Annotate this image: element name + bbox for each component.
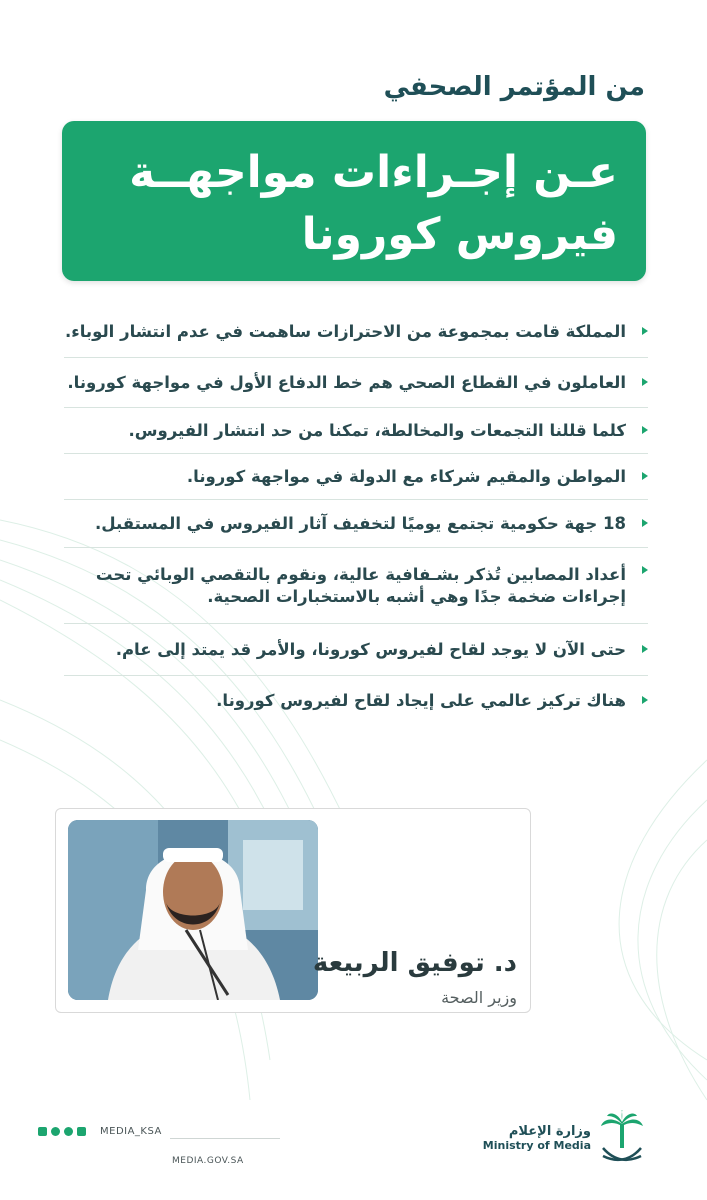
- social-links: [38, 1126, 162, 1137]
- list-item: [64, 624, 648, 676]
- list-item: [64, 454, 648, 500]
- bullet-text: حتى الآن لا يوجد لقاح لفيروس كورونا، والأمر قد يمتد إلى عام.: [115, 639, 626, 659]
- facebook-icon[interactable]: [64, 1127, 73, 1136]
- twitter-icon[interactable]: [38, 1127, 47, 1136]
- bullet-text: المواطن والمقيم شركاء مع الدولة في مواجهة كورونا.: [186, 466, 626, 486]
- bullet-arrow-icon: [642, 472, 648, 480]
- title-banner: [62, 121, 646, 281]
- ministry-logo: [483, 1110, 645, 1166]
- list-item: [64, 500, 648, 548]
- bullet-text: العاملون في القطاع الصحي هم خط الدفاع الأول في مواجهة كورونا.: [67, 372, 626, 392]
- title-line-1: عـن إجـراءات مواجهــة: [129, 147, 618, 198]
- ministry-name-english: Ministry of Media: [482, 1139, 591, 1152]
- bullet-list: [64, 306, 648, 726]
- speaker-role: وزير الصحة: [441, 988, 517, 1007]
- bullet-text: 18 جهة حكومية تجتمع يوميًا لتخفيف آثار الفيروس في المستقبل.: [94, 513, 626, 533]
- bullet-arrow-icon: [642, 645, 648, 653]
- list-item: [64, 358, 648, 408]
- bullet-text: أعداد المصابين تُذكر بشـفافية عالية، ونقوم بالتقصي الوبائي تحت إجراءات ضخمة جدًا وهي أشبه بالاستخبارات الصحية.: [95, 564, 626, 606]
- bullet-arrow-icon: [642, 378, 648, 386]
- pre-title: من المؤتمر الصحفي: [383, 72, 645, 102]
- bullet-text: هناك تركيز عالمي على إيجاد لقاح لفيروس كورونا.: [216, 691, 626, 710]
- list-item: [64, 548, 648, 624]
- bullet-arrow-icon: [642, 519, 648, 527]
- bullet-text: كلما قللنا التجمعات والمخالطة، تمكنا من حد انتشار الفيروس.: [128, 420, 626, 440]
- bullet-arrow-icon: [642, 327, 648, 335]
- bullet-arrow-icon: [642, 696, 648, 704]
- footer-url: MEDIA.GOV.SA: [172, 1156, 244, 1166]
- instagram-icon[interactable]: [51, 1127, 60, 1136]
- list-item: [64, 408, 648, 454]
- youtube-icon[interactable]: [77, 1127, 86, 1136]
- ministry-name-arabic: وزارة الإعلام: [508, 1124, 591, 1139]
- bullet-arrow-icon: [642, 566, 648, 574]
- list-item: [64, 676, 648, 726]
- speaker-name: د. توفيق الربيعة: [312, 948, 517, 978]
- bullet-text: المملكة قامت بمجموعة من الاحترازات ساهمت في عدم انتشار الوباء.: [65, 321, 626, 341]
- footer-divider: [170, 1138, 280, 1139]
- palm-swords-emblem-icon: [599, 1110, 645, 1166]
- bullet-arrow-icon: [642, 426, 648, 434]
- speaker-photo: [68, 820, 318, 1000]
- social-handle: MEDIA_KSA: [100, 1126, 162, 1137]
- list-item: [64, 306, 648, 358]
- title-line-2: فيروس كورونا: [301, 209, 618, 260]
